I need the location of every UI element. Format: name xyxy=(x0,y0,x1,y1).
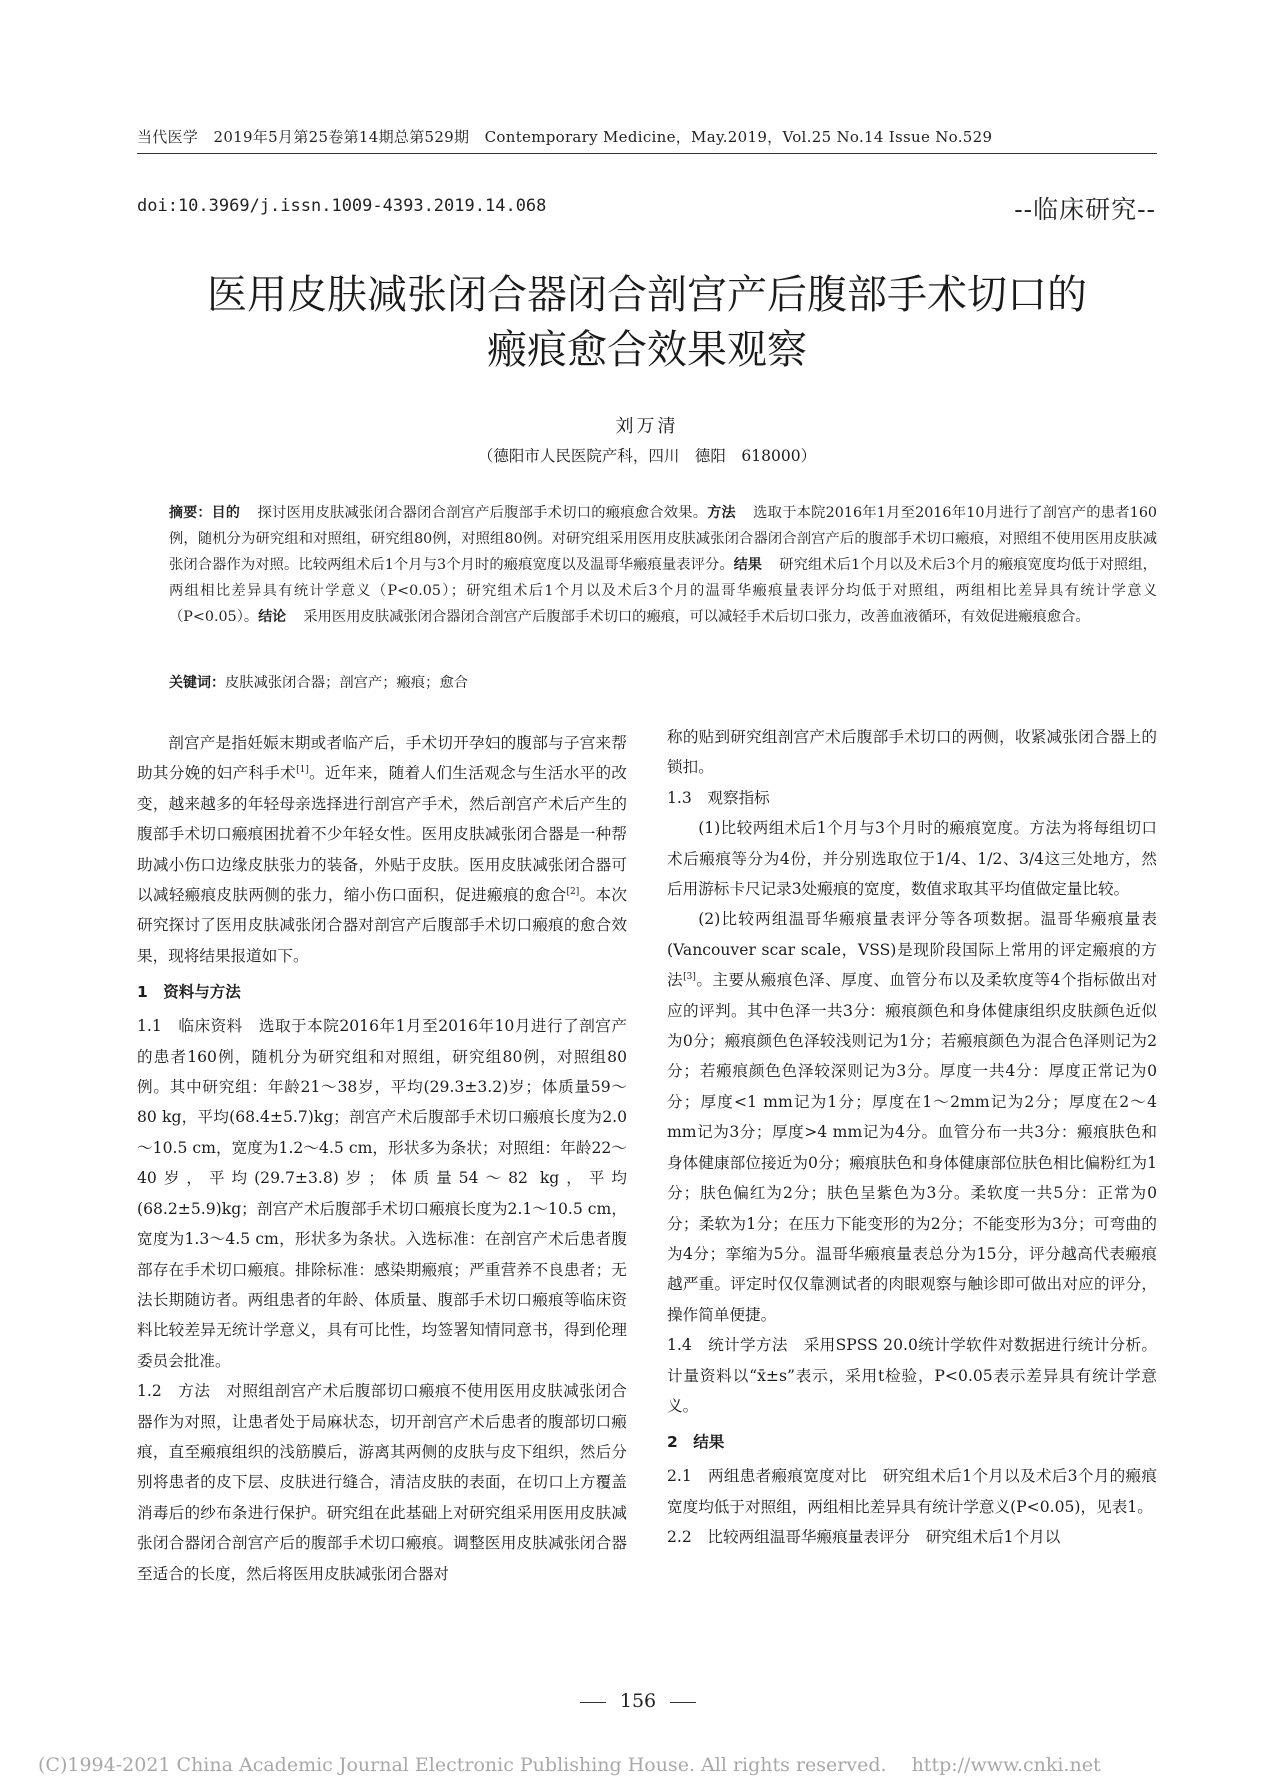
statistics-paragraph: 1.4 统计学方法 采用SPSS 20.0统计学软件对数据进行统计分析。计量资料以“x̄±s”表示，采用t检验，P<0.05表示差异具有统计学意义。 xyxy=(667,1336,1157,1415)
page-number-value: 156 xyxy=(619,1690,657,1712)
page-number-dash-left xyxy=(580,1702,606,1703)
methods-paragraph: 1.2 方法 对照组剖宫产术后腹部切口瘢痕不使用医用皮肤减张闭合器作为对照，让患者处于局麻状态，切开剖宫产术后患者的腹部切口瘢痕，直至瘢痕组织的浅筋膜后，游离其两侧的皮肤与皮下组织，然后分别将患者的皮下层、皮肤进行缝合，清洁皮肤的表面，在切口上方覆盖消毒后的纱布条进行保护。研究组在此基础上对研究组采用医用皮肤减张闭合器闭合剖宫产后的腹部手术切口瘢痕。调整医用皮肤减张闭合器至适合的长度，然后将医用皮肤减张闭合器对 xyxy=(137,1382,627,1583)
header-rule xyxy=(137,153,1157,154)
right-column xyxy=(667,722,1157,1553)
observation-paragraph-1: (1)比较两组术后1个月与3个月时的瘢痕宽度。方法为将每组切口术后瘢痕等分为4份，并分别选取位于1/4、1/2、3/4这三处地方，然后用游标卡尺记录3处瘢痕的宽度，数值求取其平均值做定量比较。 xyxy=(667,819,1157,899)
section-2-heading: 2 结果 xyxy=(667,1433,725,1452)
intro-text-2: 。近年来，随着人们生活观念与生活水平的改变，越来越多的年轻母亲选择进行剖宫产手术，然后剖宫产术后产生的腹部手术切口瘢痕困扰着不少年轻女性。医用皮肤减张闭合器是一种帮助减小伤口边缘皮肤张力的装备，外贴于皮肤。医用皮肤减张闭合器可以减轻瘢痕皮肤两侧的张力，缩小伤口面积，促进瘢痕的愈合 xyxy=(137,764,627,905)
affiliation: （德阳市人民医院产科，四川 德阳 618000） xyxy=(477,447,817,465)
vss-text-1: (2)比较两组温哥华瘢痕量表评分等各项数据。温哥华瘢痕量表(Vancouver scar scale，VSS)是现阶段国际上常用的评定瘢痕的方法 xyxy=(667,910,1157,990)
title-line-2: 瘢痕愈合效果观察 xyxy=(487,327,807,373)
observation-paragraph-2 xyxy=(667,904,1157,1330)
page-number xyxy=(0,1690,1276,1712)
citation-1: [1] xyxy=(296,765,309,776)
left-column xyxy=(137,728,627,1589)
clinical-data-paragraph: 1.1 临床资料 选取于本院2016年1月至2016年10月进行了剖宫产的患者160例，随机分为研究组和对照组，研究组80例，对照组80例。其中研究组：年龄21～38岁，平均(29.3±3.2)岁；体质量59～80 kg，平均(68.4±5.7)kg；剖宫产术后腹部手术切口瘢痕长度为2.0～10.5 cm，宽度为1.2～4.5 cm，形状多为条状；对照组：年龄22～40岁，平均(29.7±3.8)岁；体质量54～82 kg，平均(68.2±5.9)kg；剖宫产术后腹部手术切口瘢痕长度为2.1～10.5 cm，宽度为1.3～4.5 cm，形状多为条状。入选标准：在剖宫产术后患者腹部存在手术切口瘢痕。排除标准：感染期瘢痕；严重营养不良患者；无法长期随访者。两组患者的年龄、体质量、腹部手术切口瘢痕等临床资料比较差异无统计学意义，具有可比性，均签署知情同意书，得到伦理委员会批准。 xyxy=(137,1017,627,1370)
objective-label: 目的 xyxy=(211,505,241,521)
intro-paragraph xyxy=(137,728,627,971)
running-head: 当代医学 2019年5月第25卷第14期总第529期 Contemporary Medicine，May.2019，Vol.25 No.14 Issue No.529 xyxy=(137,128,993,146)
page-number-dash-right xyxy=(670,1702,696,1703)
abstract-results: 研究组术后1个月以及术后3个月的瘢痕宽度均低于对照组，两组相比差异具有统计学意义（P<0.05）；研究组术后1个月以及术后3个月的温哥华瘢痕量表评分均低于对照组，两组相比差异具有统计学意义（P<0.05）。 xyxy=(169,557,1157,625)
abstract xyxy=(169,500,1157,630)
keywords-label: 关键词： xyxy=(169,675,225,691)
doi: doi:10.3969/j.issn.1009-4393.2019.14.068 xyxy=(137,196,547,216)
keywords-text: 皮肤减张闭合器；剖宫产；瘢痕；愈合 xyxy=(225,675,469,691)
title-line-1: 医用皮肤减张闭合器闭合剖宫产后腹部手术切口的 xyxy=(207,272,1087,318)
intro-text-1: 剖宫产是指妊娠末期或者临产后，手术切开孕妇的腹部与子宫来帮助其分娩的妇产科手术 xyxy=(137,734,627,783)
section-tag: --临床研究-- xyxy=(1014,195,1156,224)
abstract-methods: 选取于本院2016年1月至2016年10月进行了剖宫产的患者160例，随机分为研究组和对照组，研究组80例，对照组80例。对研究组采用医用皮肤减张闭合器闭合剖宫产后的腹部手术切口瘢痕，对照组不使用医用皮肤减张闭合器作为对照。比较两组术后1个月与3个月时的瘢痕宽度以及温哥华瘢痕量表评分。 xyxy=(169,505,1158,573)
copyright-footer: (C)1994-2021 China Academic Journal Electronic Publishing House. All rights reserved. http://www.cnki.net xyxy=(38,1754,1101,1776)
results-paragraph-2-2: 2.2 比较两组温哥华瘢痕量表评分 研究组术后1个月以 xyxy=(667,1528,1061,1547)
conclusion-label: 结论 xyxy=(258,609,287,625)
abstract-objective: 探讨医用皮肤减张闭合器闭合剖宫产后腹部手术切口的瘢痕愈合效果。 xyxy=(257,505,708,521)
keywords xyxy=(169,670,1157,696)
abstract-conclusion: 采用医用皮肤减张闭合器闭合剖宫产后腹部手术切口的瘢痕，可以减轻手术后切口张力，改善血液循环，有效促进瘢痕愈合。 xyxy=(303,609,1090,625)
intro-text-3: 。本次研究探讨了医用皮肤减张闭合器对剖宫产后腹部手术切口瘢痕的愈合效果，现将结果报道如下。 xyxy=(137,886,627,965)
abstract-label: 摘要： xyxy=(169,505,212,521)
article-title xyxy=(137,268,1157,378)
results-label: 结果 xyxy=(733,557,762,573)
methods-continued-paragraph: 称的贴到研究组剖宫产术后腹部手术切口的两侧，收紧减张闭合器上的锁扣。 xyxy=(667,728,1157,777)
subsection-1-3-heading: 1.3 观察指标 xyxy=(667,788,770,807)
citation-2: [2] xyxy=(566,887,580,898)
vss-text-2: 。主要从瘢痕色泽、厚度、血管分布以及柔软度等4个指标做出对应的评判。其中色泽一共3分：瘢痕颜色和身体健康组织皮肤颜色近似为0分；瘢痕颜色色泽较浅则记为1分；若瘢痕颜色为混合色泽则记为2分；若瘢痕颜色色泽较深则记为3分。厚度一共4分：厚度正常记为0分；厚度<1 mm记为1分；厚度在1～2mm记为2分；厚度在2～4 mm记为3分；厚度>4 mm记为4分。血管分布一共3分：瘢痕肤色和身体健康部位接近为0分；瘢痕肤色和身体健康部位肤色相比偏粉红为1分；肤色偏红为2分；肤色呈紫色为3分。柔软度一共5分：正常为0分；柔软为1分；在压力下能变形的为2分；不能变形为3分；可弯曲的为4分；挛缩为5分。温哥华瘢痕量表总分为15分，评分越高代表瘢痕越严重。评定时仅仅靠测试者的肉眼观察与触诊即可做出对应的评分，操作简单便捷。 xyxy=(667,971,1157,1324)
author: 刘万清 xyxy=(615,416,679,437)
results-paragraph-2-1: 2.1 两组患者瘢痕宽度对比 研究组术后1个月以及术后3个月的瘢痕宽度均低于对照组，两组相比差异具有统计学意义(P<0.05)，见表1。 xyxy=(667,1467,1157,1516)
section-1-heading: 1 资料与方法 xyxy=(137,983,241,1002)
methods-label: 方法 xyxy=(707,505,736,521)
citation-3: [3] xyxy=(683,972,696,983)
